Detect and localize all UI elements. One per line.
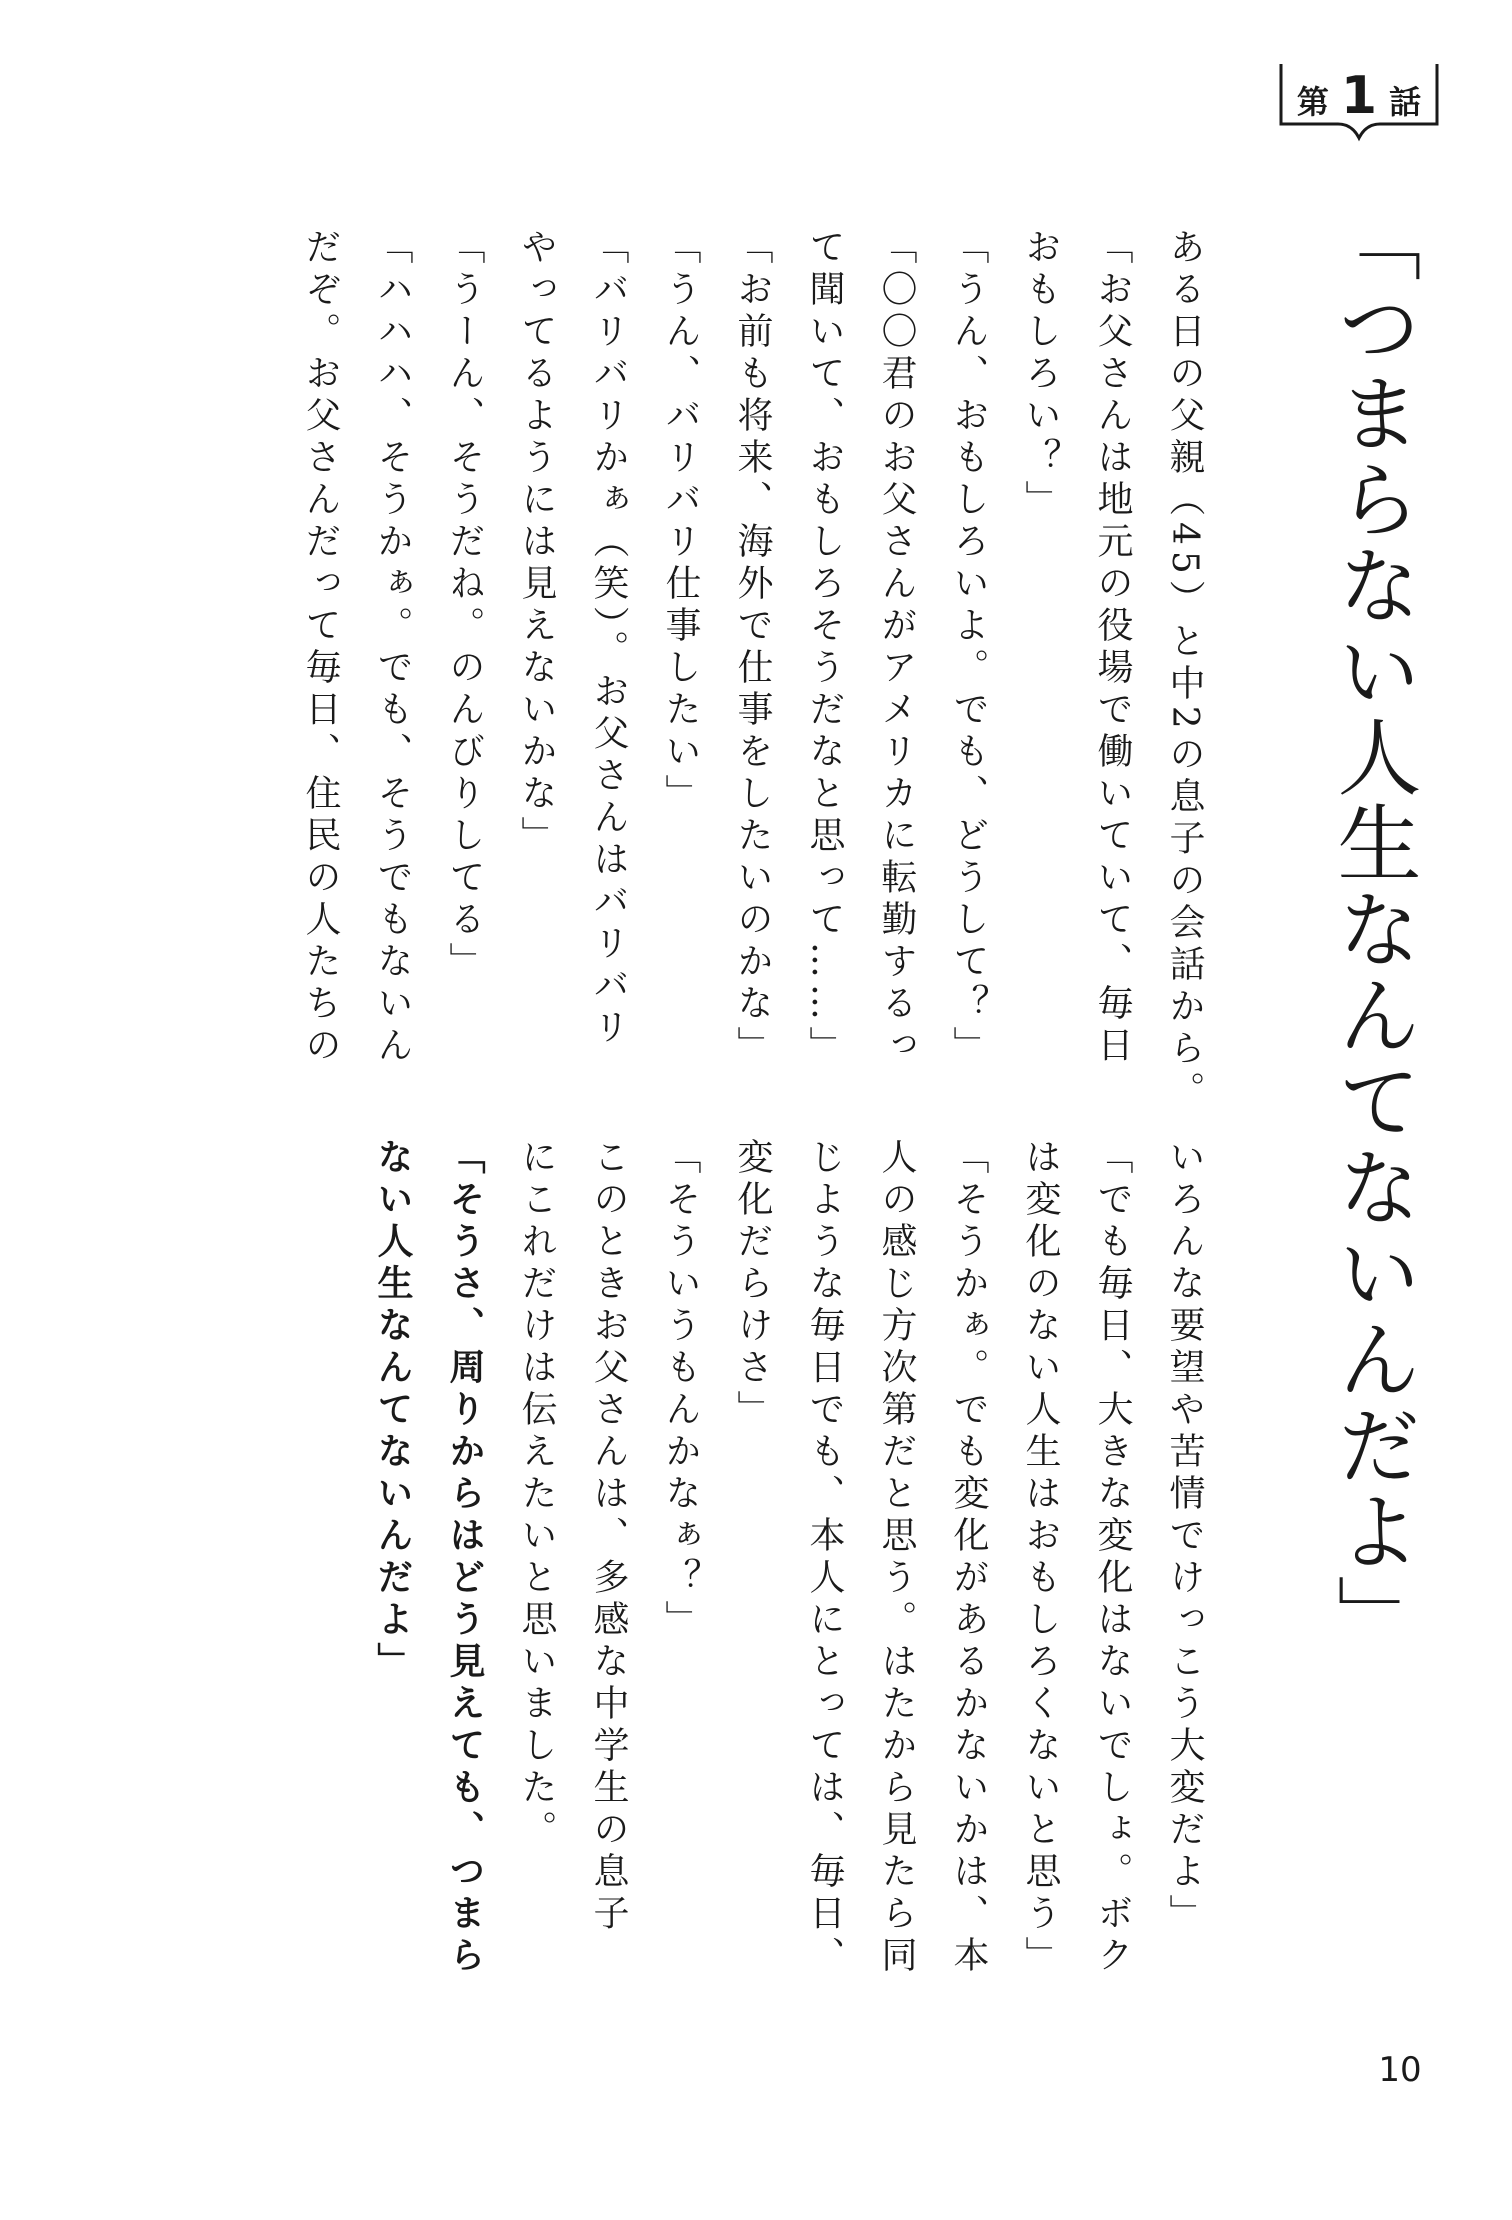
text-column: にこれだけは伝えたいと思いました。 [516,1138,557,1852]
text-column: 「お前も将来、海外で仕事をしたいのかな」 [732,228,773,1068]
upper-text-block [220,228,1220,1113]
text-column: て聞いて、おもしろそうだなと思って……」 [804,228,845,1068]
page-title: 「つまらない人生なんてないんだよ」 [1324,198,1422,1660]
text-column: 人の感じ方次第だと思う。はたから見たら同 [876,1138,917,1978]
chapter-label [1278,62,1440,142]
text-column: おもしろい？」 [1020,228,1061,522]
chapter-heading [1278,66,1440,126]
text-column: 「バリバリかぁ（笑）。お父さんはバリバリ [588,228,629,1050]
text-column: 「うん、おもしろいよ。でも、どうして？」 [948,228,989,1068]
text-column: いろんな要望や苦情でけっこう大変だよ」 [1164,1138,1205,1936]
text-column: 「そうかぁ。でも変化があるかないかは、本 [948,1138,989,1978]
page-number: 10 [1378,2050,1422,2090]
text-column: は変化のない人生はおもしろくないと思う」 [1020,1138,1061,1978]
text-column: このときお父さんは、多感な中学生の息子 [588,1138,629,1936]
chapter-prefix: 第 [1296,83,1329,121]
chapter-number: 1 [1340,66,1378,126]
text-column: ある日の父親（45）と中2の息子の会話から。 [1164,228,1205,1113]
text-column: 「うん、バリバリ仕事したい」 [660,228,701,816]
chapter-suffix: 話 [1389,83,1422,121]
text-column: 「〇〇君のお父さんがアメリカに転勤するっ [876,228,917,1068]
emphasis-column: ない人生なんてないんだよ」 [372,1138,413,1684]
text-column: 「お父さんは地元の役場で働いていて、毎日 [1092,228,1133,1068]
emphasis-column: 「そうさ、周りからはどう見えても、つまら [444,1138,485,1978]
text-column: 「うーん、そうだね。のんびりしてる」 [444,228,485,984]
text-column: 「ハハハ、そうかぁ。でも、そうでもないん [372,228,413,1068]
text-column: じような毎日でも、本人にとっては、毎日、 [804,1138,845,1978]
text-column: 「でも毎日、大きな変化はないでしょ。ボク [1092,1138,1133,1978]
lower-text-block [220,1138,1220,1978]
text-column: 変化だらけさ」 [732,1138,773,1432]
text-column: だぞ。お父さんだって毎日、住民の人たちの [300,228,341,1068]
text-column: 「そういうもんかなぁ？」 [660,1138,701,1642]
text-column: やってるようには見えないかな」 [516,228,557,858]
